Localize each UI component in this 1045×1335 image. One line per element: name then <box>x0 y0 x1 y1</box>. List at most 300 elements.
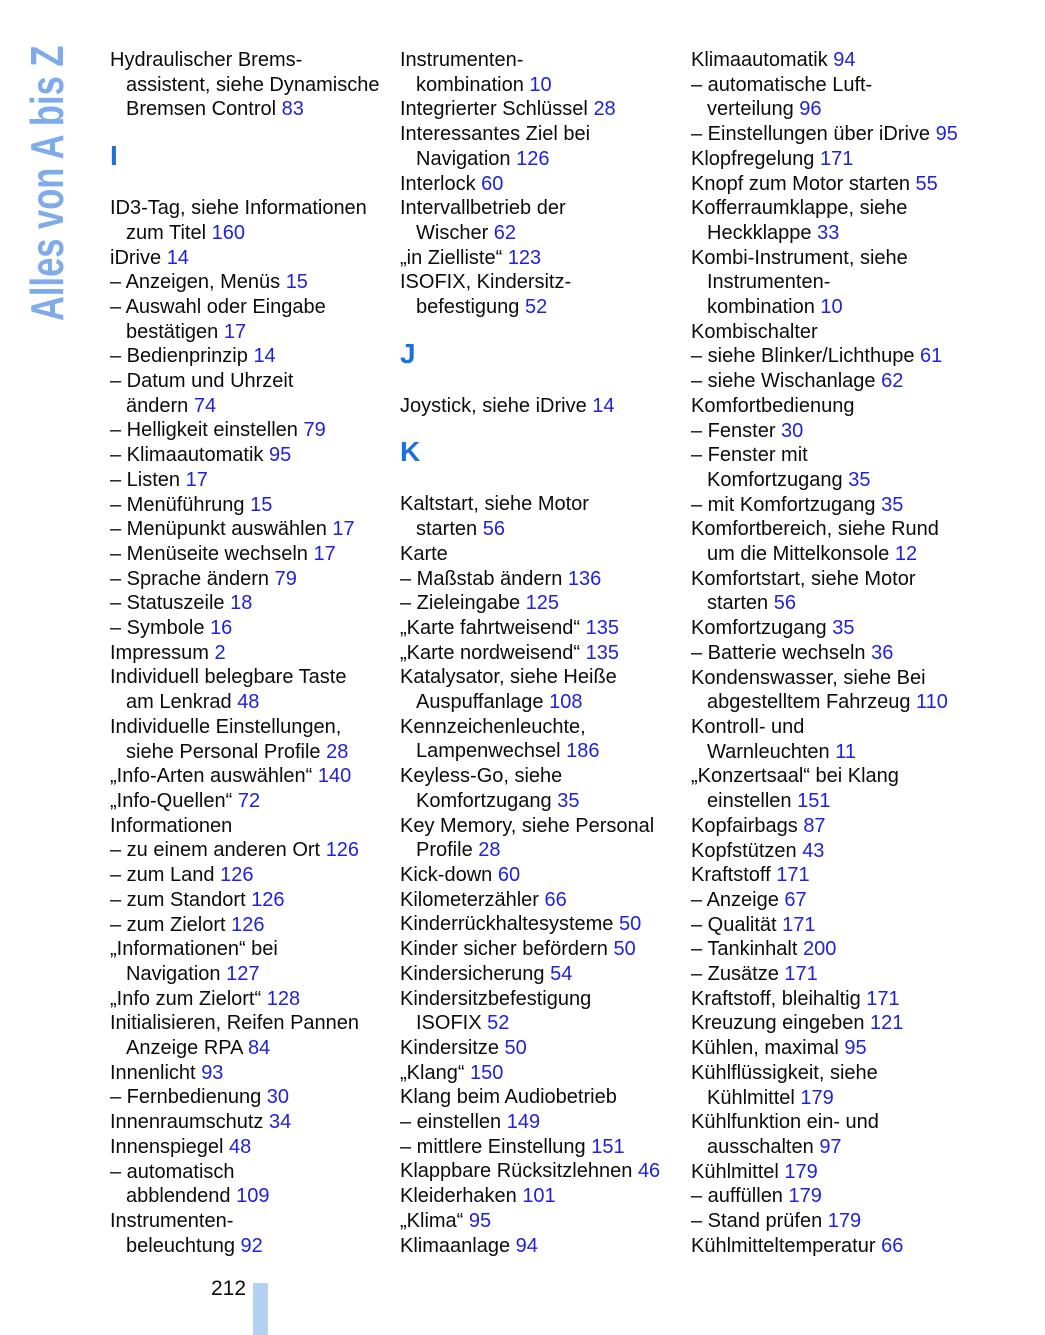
index-entry-line <box>110 937 402 962</box>
page-reference: 123 <box>507 246 542 269</box>
entry-text: Intervallbetrieb der <box>400 197 566 220</box>
entry-text: – Zieleingabe <box>400 592 521 615</box>
index-entry-line <box>400 1184 692 1209</box>
page-reference: 92 <box>240 1234 263 1257</box>
index-entry-line <box>400 789 692 814</box>
entry-text: um die Mittelkonsole <box>707 543 890 566</box>
page-reference: 35 <box>832 617 855 640</box>
page-reference: 46 <box>637 1160 661 1183</box>
index-entry-line <box>691 616 983 641</box>
page-reference: 15 <box>250 493 273 516</box>
entry-text: Kennzeichenleuchte, <box>400 715 586 738</box>
page-reference: 35 <box>881 493 904 516</box>
entry-text: abblendend <box>126 1185 231 1208</box>
entry-text: Kindersitzbefestigung <box>400 987 592 1010</box>
page-reference: 17 <box>332 518 355 541</box>
index-column-3 <box>691 48 983 1258</box>
entry-text: „Klang“ <box>400 1061 465 1084</box>
page-reference: 96 <box>799 98 822 121</box>
index-entry-line <box>691 1110 983 1135</box>
index-entry-line <box>691 1160 983 1185</box>
page-reference: 94 <box>515 1234 538 1257</box>
page-reference: 171 <box>784 963 818 986</box>
page-reference: 72 <box>237 789 261 812</box>
entry-text: – Menüführung <box>110 493 245 516</box>
entry-text: Kühlmittel <box>691 1160 779 1183</box>
index-entry-line <box>691 641 983 666</box>
index-entry-line <box>691 764 983 789</box>
entry-text: Kühlflüssigkeit, siehe <box>691 1061 878 1084</box>
index-entry-line <box>691 468 983 493</box>
index-entry-line <box>691 987 983 1012</box>
index-entry-line <box>400 739 692 764</box>
entry-text: Kraftstoff <box>691 864 771 887</box>
index-entry-line <box>110 1135 402 1160</box>
entry-text: „Info-Quellen“ <box>110 789 233 812</box>
entry-text: Kombi-Instrument, siehe <box>691 246 908 269</box>
index-entry-line <box>400 1135 692 1160</box>
page-reference: 35 <box>848 468 871 491</box>
entry-text: Innenraumschutz <box>110 1111 264 1134</box>
entry-text: Heckklappe <box>707 221 812 244</box>
letter-heading-I: I <box>110 140 118 172</box>
index-entry-line <box>110 320 402 345</box>
index-entry-line <box>110 1036 402 1061</box>
entry-text: „Karte fahrtweisend“ <box>400 616 581 639</box>
entry-text: Klimaautomatik <box>691 49 828 71</box>
index-entry-line <box>110 394 402 419</box>
page-reference: 79 <box>274 567 297 590</box>
entry-text: Kilometerzähler <box>400 888 539 911</box>
page-reference: 60 <box>497 863 521 886</box>
entry-text: verteilung <box>707 98 794 121</box>
entry-text: bestätigen <box>126 320 219 343</box>
page-reference: 136 <box>567 567 602 590</box>
entry-text: Informationen <box>110 814 233 837</box>
page-reference: 108 <box>549 691 583 714</box>
entry-text: Individuell belegbare Taste <box>110 666 347 689</box>
index-entry-line <box>400 122 692 147</box>
entry-text: Lampenwechsel <box>416 740 561 763</box>
index-entry-line <box>110 591 402 616</box>
entry-text: Kühlfunktion ein- und <box>691 1111 879 1134</box>
index-entry-line <box>110 690 402 715</box>
entry-text: Wischer <box>416 221 489 244</box>
index-entry-line <box>110 616 402 641</box>
entry-text: – siehe Wischanlage <box>691 370 876 393</box>
index-entry-line <box>400 937 692 962</box>
index-entry-line <box>110 344 402 369</box>
index-entry-line <box>110 221 402 246</box>
page-reference: 50 <box>504 1036 527 1059</box>
index-entry-line <box>691 221 983 246</box>
page-reference: 62 <box>881 370 904 393</box>
index-entry-line <box>400 1036 692 1061</box>
entry-text: ISOFIX, Kindersitz- <box>400 271 572 294</box>
index-entry-line <box>400 492 692 517</box>
entry-text: Innenspiegel <box>110 1135 224 1158</box>
index-entry-line <box>691 913 983 938</box>
entry-text: – Batterie wechseln <box>691 641 866 664</box>
entry-text: befestigung <box>416 296 520 319</box>
entry-text: – auffüllen <box>691 1185 783 1208</box>
index-entry-line <box>691 295 983 320</box>
entry-text: – Listen <box>110 468 181 491</box>
index-entry-line <box>691 419 983 444</box>
page-reference: 101 <box>522 1185 556 1208</box>
index-entry-line <box>691 1086 983 1111</box>
page-reference: 126 <box>231 913 265 936</box>
index-entry-line <box>400 1159 692 1184</box>
index-entry-line <box>691 789 983 814</box>
index-entry-line <box>110 863 402 888</box>
entry-text: Kleiderhaken <box>400 1185 517 1208</box>
index-entry-line <box>110 418 402 443</box>
page-reference: 94 <box>833 49 856 71</box>
page-reference: 171 <box>820 147 854 170</box>
index-entry-line <box>691 567 983 592</box>
entry-text: Kühlen, maximal <box>691 1037 839 1060</box>
page-reference: 79 <box>303 419 326 442</box>
index-entry-line <box>400 542 692 567</box>
index-entry-line <box>110 270 402 295</box>
entry-text: Instrumenten- <box>110 1209 234 1232</box>
entry-text: „Info zum Zielort“ <box>110 987 262 1010</box>
entry-text: – mit Komfortzugang <box>691 493 876 516</box>
page-reference: 61 <box>920 345 943 368</box>
index-entry-line <box>400 567 692 592</box>
page-reference: 93 <box>201 1061 224 1084</box>
index-entry-line <box>400 912 692 937</box>
index-entry-line <box>691 394 983 419</box>
index-entry-line <box>691 839 983 864</box>
entry-text: „in Zielliste“ <box>400 246 503 269</box>
entry-text: Klimaanlage <box>400 1234 511 1257</box>
entry-text: Kühlmitteltemperatur <box>691 1234 876 1257</box>
index-entry-line <box>400 1234 692 1259</box>
index-entry-line <box>691 443 983 468</box>
index-entry-line <box>400 221 692 246</box>
index-entry-line <box>691 863 983 888</box>
entry-text: Key Memory, siehe Personal <box>400 814 655 837</box>
page-reference: 179 <box>800 1086 834 1109</box>
index-entry-line <box>400 1085 692 1110</box>
page-reference: 126 <box>325 839 360 862</box>
entry-text: – zum Standort <box>110 888 246 911</box>
index-entry-line <box>110 814 402 839</box>
entry-text: Kaltstart, siehe Motor <box>400 493 589 516</box>
page-reference: 127 <box>226 962 260 985</box>
index-entry-line <box>400 1061 692 1086</box>
entry-text: – Fenster <box>691 419 776 442</box>
page-reference: 28 <box>478 839 501 862</box>
entry-text: Warnleuchten <box>707 740 830 763</box>
entry-text: – einstellen <box>400 1111 502 1134</box>
page-reference: 125 <box>525 592 560 615</box>
index-entry-line <box>691 542 983 567</box>
index-entry-line <box>110 196 402 221</box>
index-entry-line <box>400 863 692 888</box>
entry-text: Komfortstart, siehe Motor <box>691 567 916 590</box>
index-entry-line <box>691 73 983 98</box>
index-entry-line <box>691 344 983 369</box>
page-reference: 18 <box>230 592 253 615</box>
page-reference: 36 <box>871 641 894 664</box>
index-entry-line <box>691 715 983 740</box>
entry-text: – Fernbedienung <box>110 1086 262 1109</box>
page-reference: 48 <box>237 691 260 714</box>
chapter-vertical-label: Alles von A bis Z <box>21 45 73 321</box>
index-entry-line <box>400 962 692 987</box>
page-reference: 171 <box>866 987 900 1010</box>
index-entry-line <box>110 962 402 987</box>
entry-text: Komfortbedienung <box>691 394 855 417</box>
index-entry-line <box>691 97 983 122</box>
entry-text: – Maßstab ändern <box>400 567 563 590</box>
page-reference: 43 <box>802 839 825 862</box>
page-reference: 74 <box>193 394 217 417</box>
page-reference: 186 <box>566 740 600 763</box>
index-entry-line <box>400 814 692 839</box>
entry-text: Kombischalter <box>691 320 818 343</box>
index-entry-line <box>400 1011 692 1036</box>
index-entry-line <box>400 48 692 73</box>
index-entry-line <box>110 517 402 542</box>
page-reference: 17 <box>223 320 247 343</box>
page-reference: 14 <box>253 345 276 368</box>
entry-text: Impressum <box>110 641 209 664</box>
page-reference: 200 <box>802 938 837 961</box>
index-entry-line <box>110 740 402 765</box>
entry-text: – mittlere Einstellung <box>400 1135 586 1158</box>
entry-text: Interlock <box>400 172 476 195</box>
index-entry-line <box>110 48 402 73</box>
entry-text: Anzeige RPA <box>126 1037 243 1060</box>
page-reference: 66 <box>881 1234 904 1257</box>
page-reference: 10 <box>529 73 552 96</box>
entry-text: abgestelltem Fahrzeug <box>707 691 911 714</box>
entry-text: Kofferraumklappe, siehe <box>691 197 908 220</box>
page-reference: 48 <box>229 1135 252 1158</box>
entry-text: – Klimaautomatik <box>110 444 264 467</box>
entry-text: beleuchtung <box>126 1234 235 1257</box>
entry-text: Profile <box>416 839 473 862</box>
page-reference: 126 <box>220 864 254 887</box>
index-entry-line <box>691 962 983 987</box>
index-entry-line <box>400 665 692 690</box>
index-entry-line <box>400 1110 692 1135</box>
page-reference: 149 <box>506 1111 541 1134</box>
index-entry-line <box>400 246 692 271</box>
entry-text: Kühlmittel <box>707 1086 795 1109</box>
page-reference: 17 <box>185 468 208 491</box>
index-entry-line <box>691 591 983 616</box>
index-entry-line <box>691 320 983 345</box>
page-reference: 56 <box>482 518 505 541</box>
page-reference: 95 <box>268 444 292 467</box>
page-reference: 84 <box>247 1037 271 1060</box>
entry-text: Hydraulischer Brems- <box>110 49 303 71</box>
entry-text: Innenlicht <box>110 1061 196 1084</box>
index-entry-line <box>110 468 402 493</box>
index-entry-line <box>691 1061 983 1086</box>
index-entry-line <box>110 1184 402 1209</box>
page-reference: 15 <box>285 271 308 294</box>
entry-text: – Symbole <box>110 617 205 640</box>
index-entry-line <box>110 1160 402 1185</box>
entry-text: – zu einem anderen Ort <box>110 839 321 862</box>
index-entry-line <box>110 542 402 567</box>
entry-text: Bremsen Control <box>126 98 277 121</box>
index-entry-line <box>110 369 402 394</box>
entry-text: iDrive <box>110 246 162 269</box>
page-reference: 62 <box>493 221 517 244</box>
entry-text: – Bedienprinzip <box>110 345 248 368</box>
index-entry-line <box>691 1209 983 1234</box>
entry-text: – Auswahl oder Eingabe <box>110 295 326 318</box>
entry-text: Klang beim Audiobetrieb <box>400 1086 617 1109</box>
index-entry-line <box>400 764 692 789</box>
page-reference: 140 <box>317 765 352 788</box>
entry-text: – Menüseite wechseln <box>110 542 308 565</box>
index-entry-line <box>691 666 983 691</box>
index-entry-line <box>110 665 402 690</box>
entry-text: – automatisch <box>110 1160 235 1183</box>
entry-text: „Konzertsaal“ bei Klang <box>691 765 899 788</box>
page-reference: 54 <box>550 962 573 985</box>
page-reference: 150 <box>470 1061 504 1084</box>
entry-text: zum Titel <box>126 221 207 244</box>
index-entry-line <box>110 1234 402 1259</box>
entry-text: siehe Personal Profile <box>126 740 321 763</box>
page-reference: 16 <box>210 617 233 640</box>
index-entry-line <box>691 740 983 765</box>
index-column-2 <box>400 48 692 1258</box>
page-reference: 14 <box>592 394 615 417</box>
page-reference: 55 <box>915 172 938 195</box>
entry-text: Instrumenten- <box>707 271 831 294</box>
page-reference: 110 <box>916 691 948 714</box>
index-entry-line <box>110 838 402 863</box>
index-entry-line <box>691 369 983 394</box>
index-entry-line <box>110 73 402 98</box>
index-entry-line <box>110 1011 402 1036</box>
entry-text: – zum Zielort <box>110 913 226 936</box>
entry-text: „Karte nordweisend“ <box>400 641 581 664</box>
entry-text: – Einstellungen über iDrive <box>691 123 931 146</box>
page-reference: 135 <box>585 641 620 664</box>
page-reference: 135 <box>585 616 620 639</box>
index-entry-line <box>691 1036 983 1061</box>
index-entry-line <box>400 295 692 320</box>
index-entry-line <box>691 937 983 962</box>
index-entry-line <box>691 147 983 172</box>
entry-text: starten <box>416 518 478 541</box>
entry-text: Kick-down <box>400 863 493 886</box>
entry-text: Individuelle Einstellungen, <box>110 715 342 738</box>
entry-text: ändern <box>126 394 189 417</box>
index-entry-line <box>400 1209 692 1234</box>
entry-text: ID3-Tag, siehe Informationen <box>110 197 367 220</box>
page-reference: 151 <box>797 790 831 813</box>
entry-text: einstellen <box>707 790 792 813</box>
page-reference: 28 <box>326 740 349 763</box>
page-reference: 52 <box>524 296 548 319</box>
entry-text: – Zusätze <box>691 963 779 986</box>
index-entry-line <box>691 690 983 715</box>
index-entry-line <box>110 1085 402 1110</box>
page-reference: 171 <box>782 913 816 936</box>
entry-text: Navigation <box>126 962 221 985</box>
page-reference: 87 <box>803 814 826 837</box>
entry-text: Instrumenten- <box>400 49 524 71</box>
page-reference: 83 <box>281 98 304 121</box>
entry-text: Knopf zum Motor starten <box>691 172 910 195</box>
page-reference: 67 <box>784 888 807 911</box>
letter-heading-J: J <box>400 337 416 369</box>
index-entry-line <box>691 517 983 542</box>
entry-text: – Anzeige <box>691 888 779 911</box>
index-entry-line <box>110 789 402 814</box>
index-entry-line <box>691 493 983 518</box>
entry-text: – zum Land <box>110 864 215 887</box>
page-reference: 34 <box>268 1111 292 1134</box>
entry-text: kombination <box>416 73 524 96</box>
page-reference: 121 <box>870 1012 904 1035</box>
entry-text: Karte <box>400 542 448 565</box>
index-entry-line <box>400 987 692 1012</box>
entry-text: Interessantes Ziel bei <box>400 123 591 146</box>
index-entry-line <box>110 1061 402 1086</box>
index-entry-line <box>400 641 692 666</box>
entry-text: „Informationen“ bei <box>110 938 278 961</box>
entry-text: Klopfregelung <box>691 147 815 170</box>
index-entry-line <box>400 715 692 740</box>
index-entry-line <box>691 122 983 147</box>
entry-text: Kopfairbags <box>691 814 798 837</box>
entry-text: Kontroll- und <box>691 715 805 738</box>
page-reference: 179 <box>827 1210 862 1233</box>
entry-text: Komfortzugang <box>707 468 843 491</box>
index-entry-line <box>691 1011 983 1036</box>
page-reference: 28 <box>593 98 616 121</box>
entry-text: – Statuszeile <box>110 592 225 615</box>
entry-text: – Anzeigen, Menüs <box>110 271 281 294</box>
page-reference: 151 <box>591 1135 625 1158</box>
page-reference: 30 <box>781 419 804 442</box>
entry-text: Integrierter Schlüssel <box>400 98 588 121</box>
entry-text: – automatische Luft- <box>691 73 873 96</box>
entry-text: – Tankinhalt <box>691 938 798 961</box>
entry-text: Kinderrückhaltesysteme <box>400 913 614 936</box>
index-entry-line <box>400 196 692 221</box>
entry-text: Kindersitze <box>400 1036 499 1059</box>
page-reference: 50 <box>613 938 636 961</box>
index-entry-line <box>691 48 983 73</box>
entry-text: Navigation <box>416 147 511 170</box>
index-entry-line <box>691 172 983 197</box>
page-reference: 95 <box>935 123 958 146</box>
page-reference: 160 <box>211 221 245 244</box>
entry-text: Joystick, siehe iDrive <box>400 394 587 417</box>
index-column-1 <box>110 48 402 1258</box>
index-entry-line <box>400 616 692 641</box>
index-entry-line <box>110 641 402 666</box>
index-entry-line <box>691 196 983 221</box>
index-entry-line <box>110 913 402 938</box>
index-entry-line <box>691 888 983 913</box>
page-reference: 35 <box>557 789 580 812</box>
